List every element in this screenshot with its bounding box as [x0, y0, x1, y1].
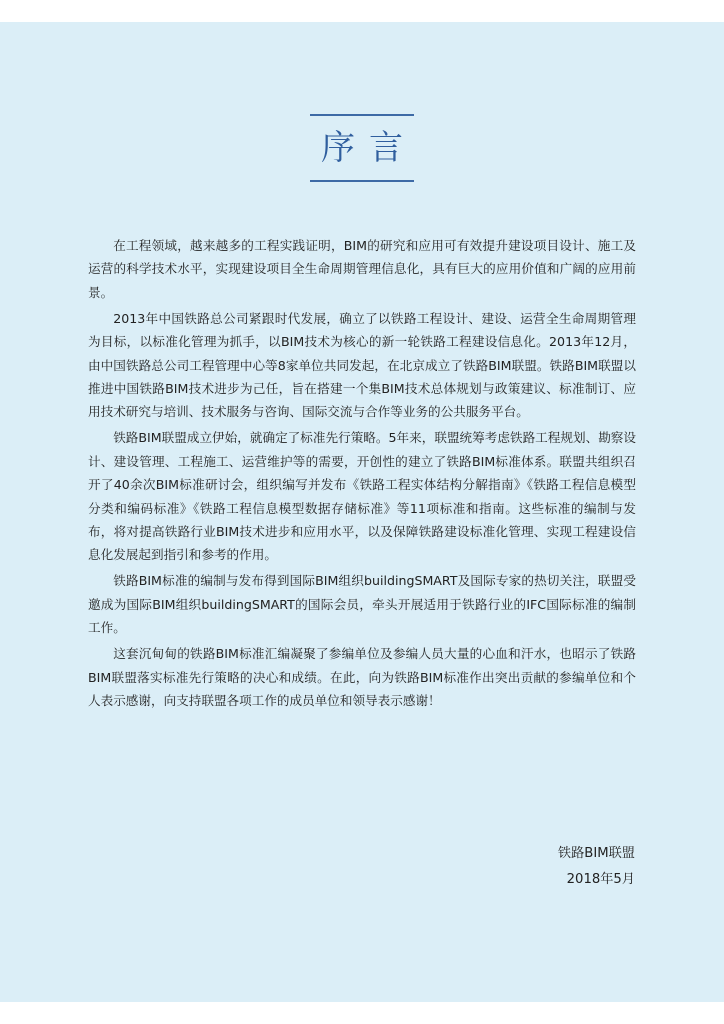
paragraph-5: 这套沉甸甸的铁路BIM标准汇编凝聚了参编单位及参编人员大量的心血和汗水，也昭示了铁路BIM联盟落实标准先行策略的决心和成绩。在此，向为铁路BIM标准作出突出贡献的参编单位和个人表示感谢，向支持联盟各项工作的成员单位和领导表示感谢！ [88, 646, 636, 709]
signature-date: 2018年5月 [566, 872, 635, 887]
paragraph-4: 铁路BIM标准的编制与发布得到国际BIM组织buildingSMART及国际专家的热切关注，联盟受邀成为国际BIM组织buildingSMART的国际会员，牵头开展适用于铁路行业的IFC国际标准的编制工作。 [88, 573, 636, 636]
title-rule-bottom [310, 180, 414, 182]
signature-organization: 铁路BIM联盟 [557, 846, 635, 861]
paragraph-3: 铁路BIM联盟成立伊始，就确定了标准先行策略。5年来，联盟统筹考虑铁路工程规划、勘察设计、建设管理、工程施工、运营维护等的需要，开创性的建立了铁路BIM标准体系。联盟共组织召开了40余次BIM标准研讨会，组织编写并发布《铁路工程实体结构分解指南》《铁路工程信息模型分类和编码标准》《铁路工程信息模型数据存储标准》等11项标准和指南。这些标准的编制与发布，将对提高铁路行业BIM技术进步和应用水平，以及保障铁路建设标准化管理、实现工程建设信息化发展起到指引和参考的作用。 [88, 430, 636, 563]
title-rule-top [310, 114, 414, 116]
signature-block [558, 841, 635, 893]
paragraph-1: 在工程领域，越来越多的工程实践证明，BIM的研究和应用可有效提升建设项目设计、施工及运营的科学技术水平，实现建设项目全生命周期管理信息化，具有巨大的应用价值和广阔的应用前景。 [88, 238, 636, 300]
page-title: 序言 [321, 128, 417, 168]
paragraph-2: 2013年中国铁路总公司紧跟时代发展，确立了以铁路工程设计、建设、运营全生命周期管理为目标，以标准化管理为抓手，以BIM技术为核心的新一轮铁路工程建设信息化。2013年12月，由中国铁路总公司工程管理中心等8家单位共同发起，在北京成立了铁路BIM联盟。铁路BIM联盟以推进中国铁路BIM技术进步为己任，旨在搭建一个集BIM技术总体规划与政策建议、标准制订、应用技术研究与培训、技术服务与咨询、国际交流与合作等业务的公共服务平台。 [88, 310, 636, 420]
document-page [0, 22, 724, 1002]
preface-body [88, 234, 636, 715]
